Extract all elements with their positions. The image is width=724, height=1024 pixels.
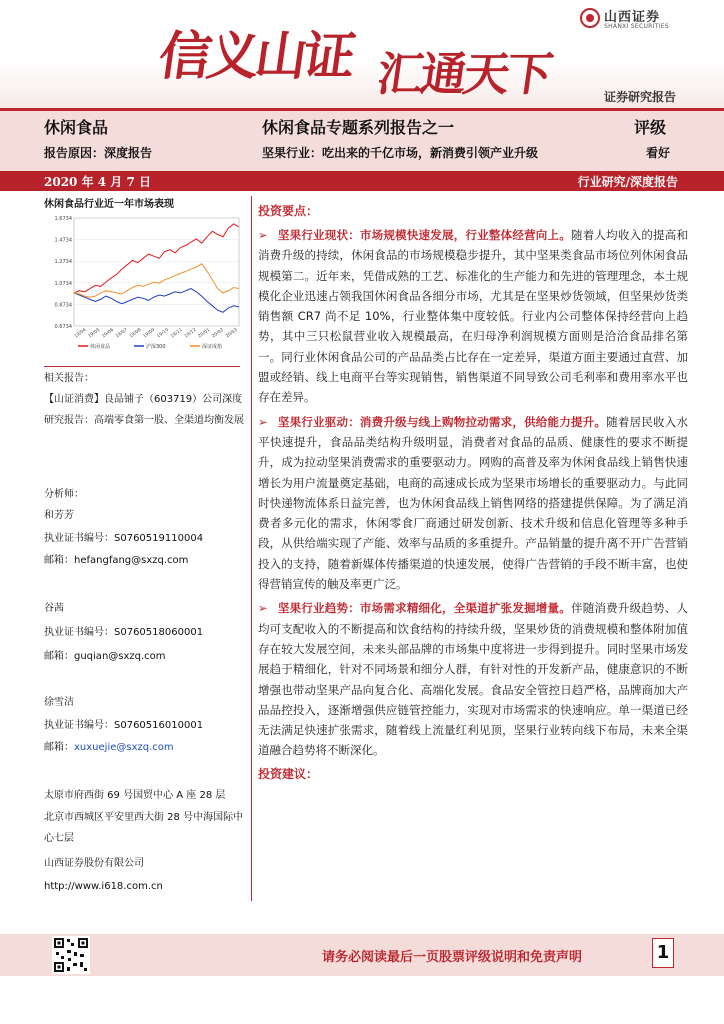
point-lead: 坚果行业驱动：消费升级与线上购物拉动需求，供给能力提升。 <box>277 414 607 429</box>
chart-y-tick: 1.4734 <box>54 237 72 244</box>
related-report-link[interactable]: 【山证消费】良品铺子（603719）公司深度研究报告：高端零食第一股、全渠道均衡发展 <box>44 394 244 426</box>
chart-legend-label: 深证成指 <box>202 344 223 350</box>
point-lead: 坚果行业现状：市场规模快速发展，行业整体经营向上。 <box>277 228 571 242</box>
date-bar <box>0 171 724 191</box>
related-label: 相关报告： <box>44 373 94 384</box>
chart-y-tick: 1.2734 <box>54 259 72 266</box>
analyst-email-row <box>44 737 244 758</box>
point-paragraph <box>258 412 688 595</box>
company-name: 山西证券股份有限公司 <box>44 858 144 869</box>
sidebar-rule <box>44 366 240 367</box>
analyst-name: 徐雪洁 <box>44 697 74 708</box>
point-body: 伴随消费升级趋势、人均可支配收入的不断提高和饮食结构的持续升级，坚果炒货的消费规模和整体附加值存在较大发展空间，未来头部品牌的市场集中度将进一步得到提升。同时坚果市场发展趋于精细化，针对不同场景和细分人群，有针对性的开发新产品，健康意识的不断增强也带动坚果产品向复合化、高端化发展。食品安全管控日趋严格，品牌商加大产品品控投入，逐渐增强供应链管控能力，实现对市场需求的快速响应。单一渠道已经无法满足快速扩张需求，随着线上流量红利见顶，坚果行业转向线下布局，未来全渠道融合趋势将不断深化。 <box>258 601 689 758</box>
logo-name-en: SHANXI SECURITIES <box>604 23 669 30</box>
series-title: 休闲食品专题系列报告之一 <box>262 118 455 137</box>
chart-x-tick: 19/09 <box>142 327 157 340</box>
chart-y-tick: 0.8734 <box>54 302 72 309</box>
analyst-email: 邮箱：guqian@sxzq.com <box>44 651 166 662</box>
report-category: 行业研究/深度报告 <box>577 175 678 189</box>
email-prefix: 邮箱： <box>44 742 74 753</box>
chart-y-tick: 1.6734 <box>54 216 72 222</box>
investment-advice-title: 投资建议： <box>258 766 319 781</box>
chart-x-tick: 20/03 <box>225 327 239 340</box>
point-body: 随着居民收入水平快速提升，食品品类结构升级明显，消费者对食品的品质、健康性的要求不断提升，成为拉动坚果消费需求的重要驱动力。网购的高普及率为休闲食品线上销售快速增长为用户流量奠定基础，电商的高速成长成为坚果市场增长的重要驱动力。与此同时快递物流体系日益完善，也为休闲食品线上销售网络的搭建提供保障。为了满足消费者多元化的需求，休闲零食厂商通过研发创新、技术升级和信息化管理等多种手段，从供给端实现了产能、效率与品质的多重提升。产品销量的提升离不开广告营销投入的支持，随着新媒体传播渠道的快速发展，使得广告营销的手段不断丰富，也使得营销宣传的触及率更广泛。 <box>258 414 689 592</box>
column-divider <box>251 196 252 901</box>
address-taiyuan: 太原市府西街 69 号国贸中心 A 座 28 层 <box>44 790 226 801</box>
point-paragraph <box>258 598 688 760</box>
main-content <box>258 202 688 782</box>
point-paragraph <box>258 225 688 408</box>
chart-legend-label: 沪深300 <box>146 344 166 350</box>
page-number: 1 <box>652 938 674 968</box>
chart-plot-area <box>74 218 239 326</box>
analyst-name: 和芳芳 <box>44 510 74 521</box>
point-lead: 坚果行业趋势：市场需求精细化，全渠道扩张发掘增量。 <box>277 601 571 616</box>
banner-calligraphy-right: 汇通天下 <box>373 47 554 101</box>
chart-x-tick: 19/07 <box>115 327 129 340</box>
chart-x-tick: 19/11 <box>170 327 184 340</box>
chart-y-tick: 1.0734 <box>54 280 72 287</box>
chart-x-tick: 19/05 <box>87 327 102 340</box>
rating-value: 看好 <box>646 146 671 160</box>
arrow-bullet-icon: ➢ <box>258 228 268 242</box>
analyst-email-link[interactable]: xuxuejie@sxzq.com <box>74 742 174 753</box>
investment-points-title: 投资要点： <box>258 204 319 218</box>
chart-x-tick: 19/10 <box>156 327 170 340</box>
analyst-label: 分析师： <box>44 489 84 500</box>
sector-title: 休闲食品 <box>44 118 109 137</box>
header-band <box>0 111 724 171</box>
analyst-cert: 执业证书编号：S0760519110004 <box>44 533 204 544</box>
chart-x-tick: 20/01 <box>197 327 212 340</box>
report-type: 证券研究报告 <box>603 90 676 104</box>
report-date: 2020 年 4 月 7 日 <box>44 175 151 189</box>
report-reason: 报告原因：深度报告 <box>44 146 153 160</box>
banner <box>0 0 724 110</box>
address-beijing: 北京市西城区平安里西大街 28 号中海国际中心七层 <box>44 812 244 844</box>
analyst-cert: 执业证书编号：S0760516010001 <box>44 720 204 731</box>
rating-label: 评级 <box>634 118 667 137</box>
company-logo <box>580 6 710 36</box>
arrow-bullet-icon: ➢ <box>258 601 268 616</box>
chart-x-tick: 19/06 <box>101 327 115 340</box>
qr-code-icon <box>52 936 90 974</box>
chart-y-tick: 0.6734 <box>54 324 72 330</box>
company-website[interactable]: http://www.i618.com.cn <box>44 881 163 892</box>
chart-x-tick: 19/08 <box>128 327 143 340</box>
chart-x-tick: 19/12 <box>183 327 198 340</box>
chart-x-tick: 20/02 <box>211 327 225 340</box>
logo-mark-icon <box>580 8 600 28</box>
point-body: 随着人均收入的提高和消费升级的持续，休闲食品的市场规模稳步提升，其中坚果类食品市场位列休闲食品规模第二。近年来，凭借成熟的工艺、标准化的生产能力和先进的管理理念，本土规模化企业迅速占领我国休闲食品各细分市场，尤其是在坚果炒货领域，但坚果炒货类销售额 CR7 尚不足 10%，行业整体集中度较低。行业内公司整体保持经营向上趋势，其中三只松鼠营业收入规模最高，在归母净利润规模方面则是洽洽食品排名第一。同行业休闲食品公司的产品品类占比存在一定差异，渠道方面主要通过直营、加盟或经销、线上电商平台等实现销售，销售渠道不同导致公司毛利率和费用率水平也存在差异。 <box>258 228 689 405</box>
logo-name-cn: 山西证券 <box>604 10 661 25</box>
market-performance-chart <box>44 210 244 358</box>
chart-title: 休闲食品行业近一年市场表现 <box>44 199 174 210</box>
banner-calligraphy-left: 信义山证 <box>155 26 356 87</box>
chart-x-tick: 19/04 <box>73 327 88 340</box>
disclaimer-note: 请务必阅读最后一页股票评级说明和免责声明 <box>322 950 583 965</box>
report-subtitle: 坚果行业：吃出来的千亿市场，新消费引领产业升级 <box>262 146 539 160</box>
chart-legend-label: 休闲食品 <box>90 344 111 350</box>
analyst-email: 邮箱：hefangfang@sxzq.com <box>44 555 189 566</box>
arrow-bullet-icon: ➢ <box>258 414 268 429</box>
analyst-name: 谷茜 <box>44 603 64 614</box>
analyst-cert: 执业证书编号：S0760518060001 <box>44 627 204 638</box>
